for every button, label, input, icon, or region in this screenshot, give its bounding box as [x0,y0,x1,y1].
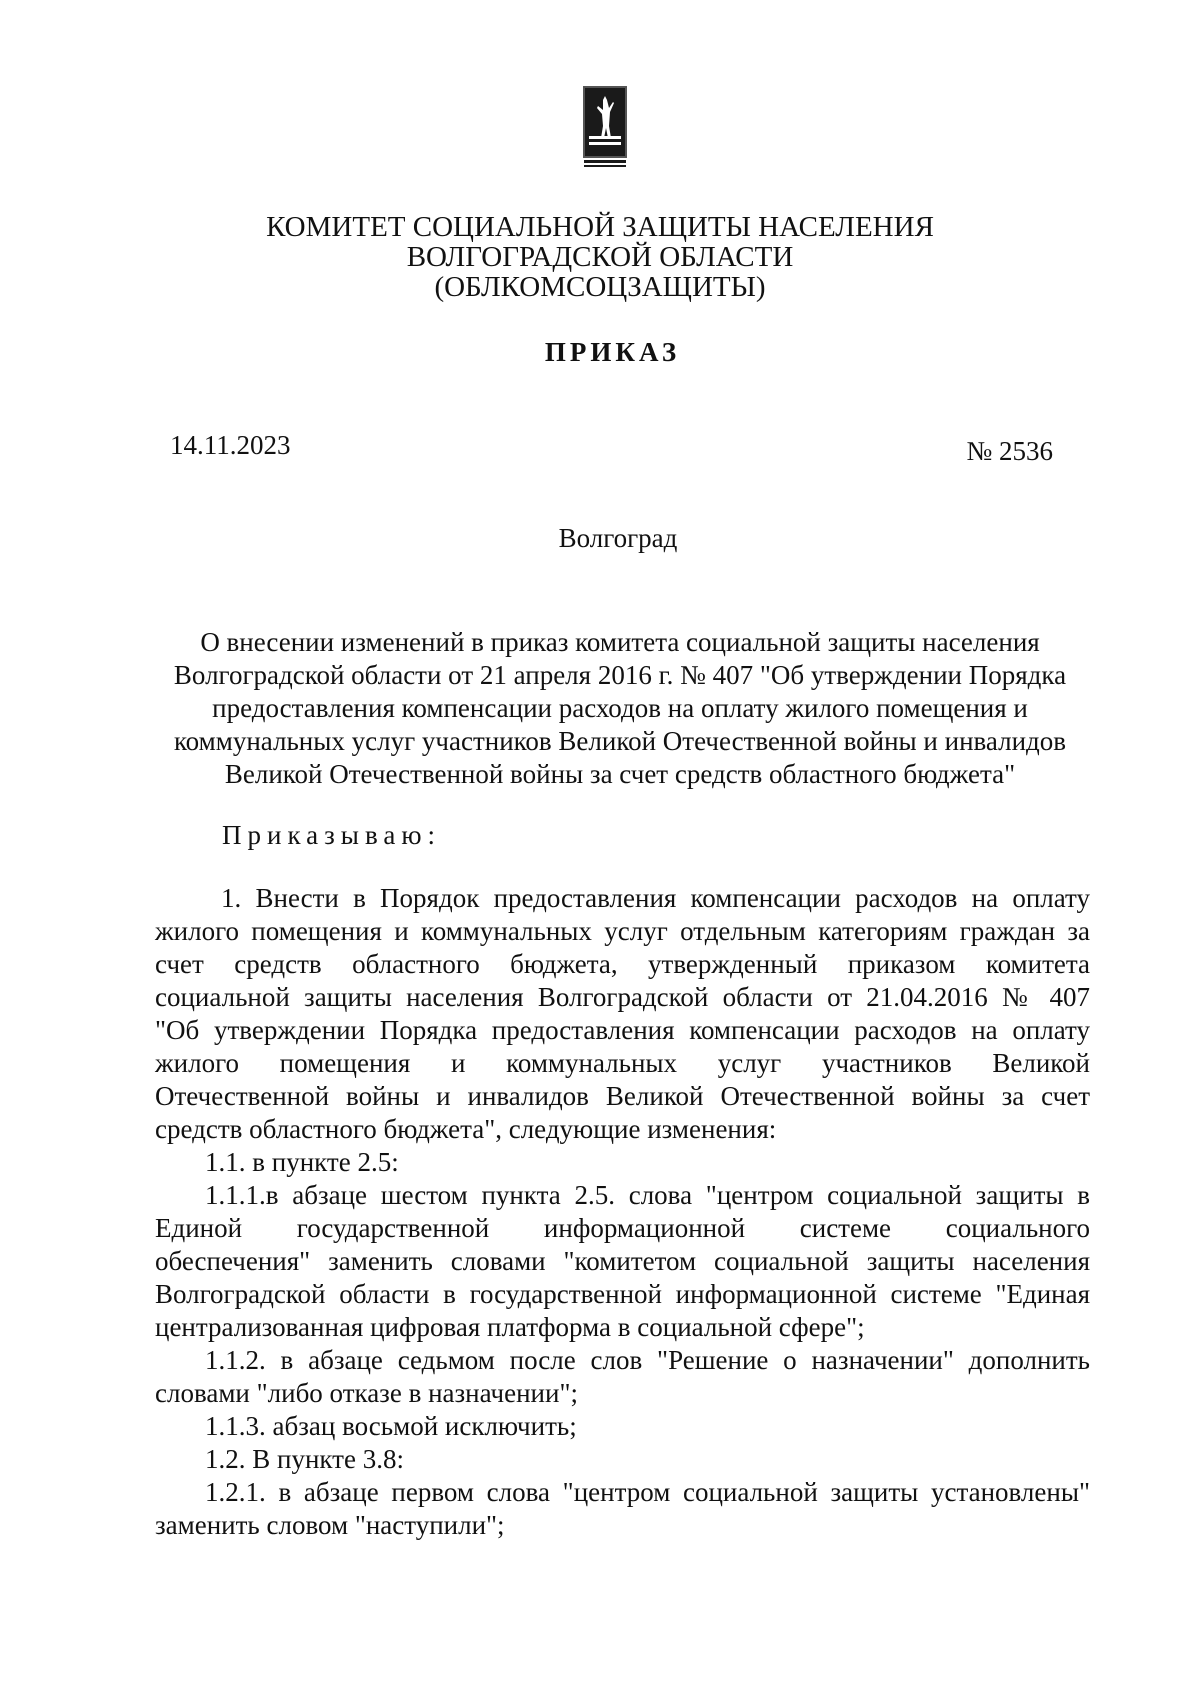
body-line: Волгоградской области в государственной информационной системе "Единая [155,1279,1090,1309]
body-line: 1. Внести в Порядок предоставления компенсации расходов на оплату [221,883,1090,913]
body-line: 1.1. в пункте 2.5: [205,1147,399,1177]
body-line: счет средств областного бюджета, утвержденный приказом комитета [155,949,1090,979]
body-line: Единой государственной информационной системе социального [155,1213,1090,1243]
subject-line: Волгоградской области от 21 апреля 2016 г. № 407 "Об утверждении Порядка [173,660,1067,690]
body-line: заменить словом "наступили"; [155,1510,505,1540]
body-line: социальной защиты населения Волгоградской области от 21.04.2016 № 407 [155,982,1090,1012]
volgograd-coat-of-arms-icon [583,86,627,168]
document-date: 14.11.2023 [170,430,291,460]
body-line: 1.1.1.в абзаце шестом пункта 2.5. слова "центром социальной защиты в [205,1180,1090,1210]
body-line: жилого помещения и коммунальных услуг участников Великой [155,1048,1090,1078]
body-line: обеспечения" заменить словами "комитетом социальной защиты населения [155,1246,1090,1276]
org-line-2: ВОЛГОГРАДСКОЙ ОБЛАСТИ [406,241,794,273]
body-line: Отечественной войны и инвалидов Великой Отечественной войны за счет [155,1081,1090,1111]
subject-line: предоставления компенсации расходов на оплату жилого помещения и [212,693,1028,723]
document-subject [150,626,1090,791]
subject-line: О внесении изменений в приказ комитета социальной защиты населения [200,627,1040,657]
subject-line: Великой Отечественной войны за счет средств областного бюджета" [224,759,1016,789]
document-body [155,882,1090,1542]
document-number: № 2536 [966,436,1053,466]
body-line: 1.2. В пункте 3.8: [205,1444,404,1474]
org-line-1: КОМИТЕТ СОЦИАЛЬНОЙ ЗАЩИТЫ НАСЕЛЕНИЯ [266,211,934,243]
body-line: централизованная цифровая платформа в социальной сфере"; [155,1312,865,1342]
org-line-3: (ОБЛКОМСОЦЗАЩИТЫ) [434,271,766,303]
body-line: средств областного бюджета", следующие изменения: [155,1114,777,1144]
body-line: 1.1.2. в абзаце седьмом после слов "Решение о назначении" дополнить [205,1345,1090,1375]
document-city: Волгоград [558,523,678,553]
body-line: словами "либо отказе в назначении"; [155,1378,578,1408]
body-line: жилого помещения и коммунальных услуг отдельным категориям граждан за [155,916,1090,946]
body-line: 1.2.1. в абзаце первом слова "центром социальной защиты установлены" [205,1477,1090,1507]
body-line: 1.1.3. абзац восьмой исключить; [205,1411,577,1441]
document-type: ПРИКАЗ [544,337,681,367]
body-line: "Об утверждении Порядка предоставления компенсации расходов на оплату [155,1015,1090,1045]
organization-name [0,212,1200,302]
subject-line: коммунальных услуг участников Великой Отечественной войны и инвалидов [173,726,1067,756]
order-directive: Приказываю: [222,820,441,850]
